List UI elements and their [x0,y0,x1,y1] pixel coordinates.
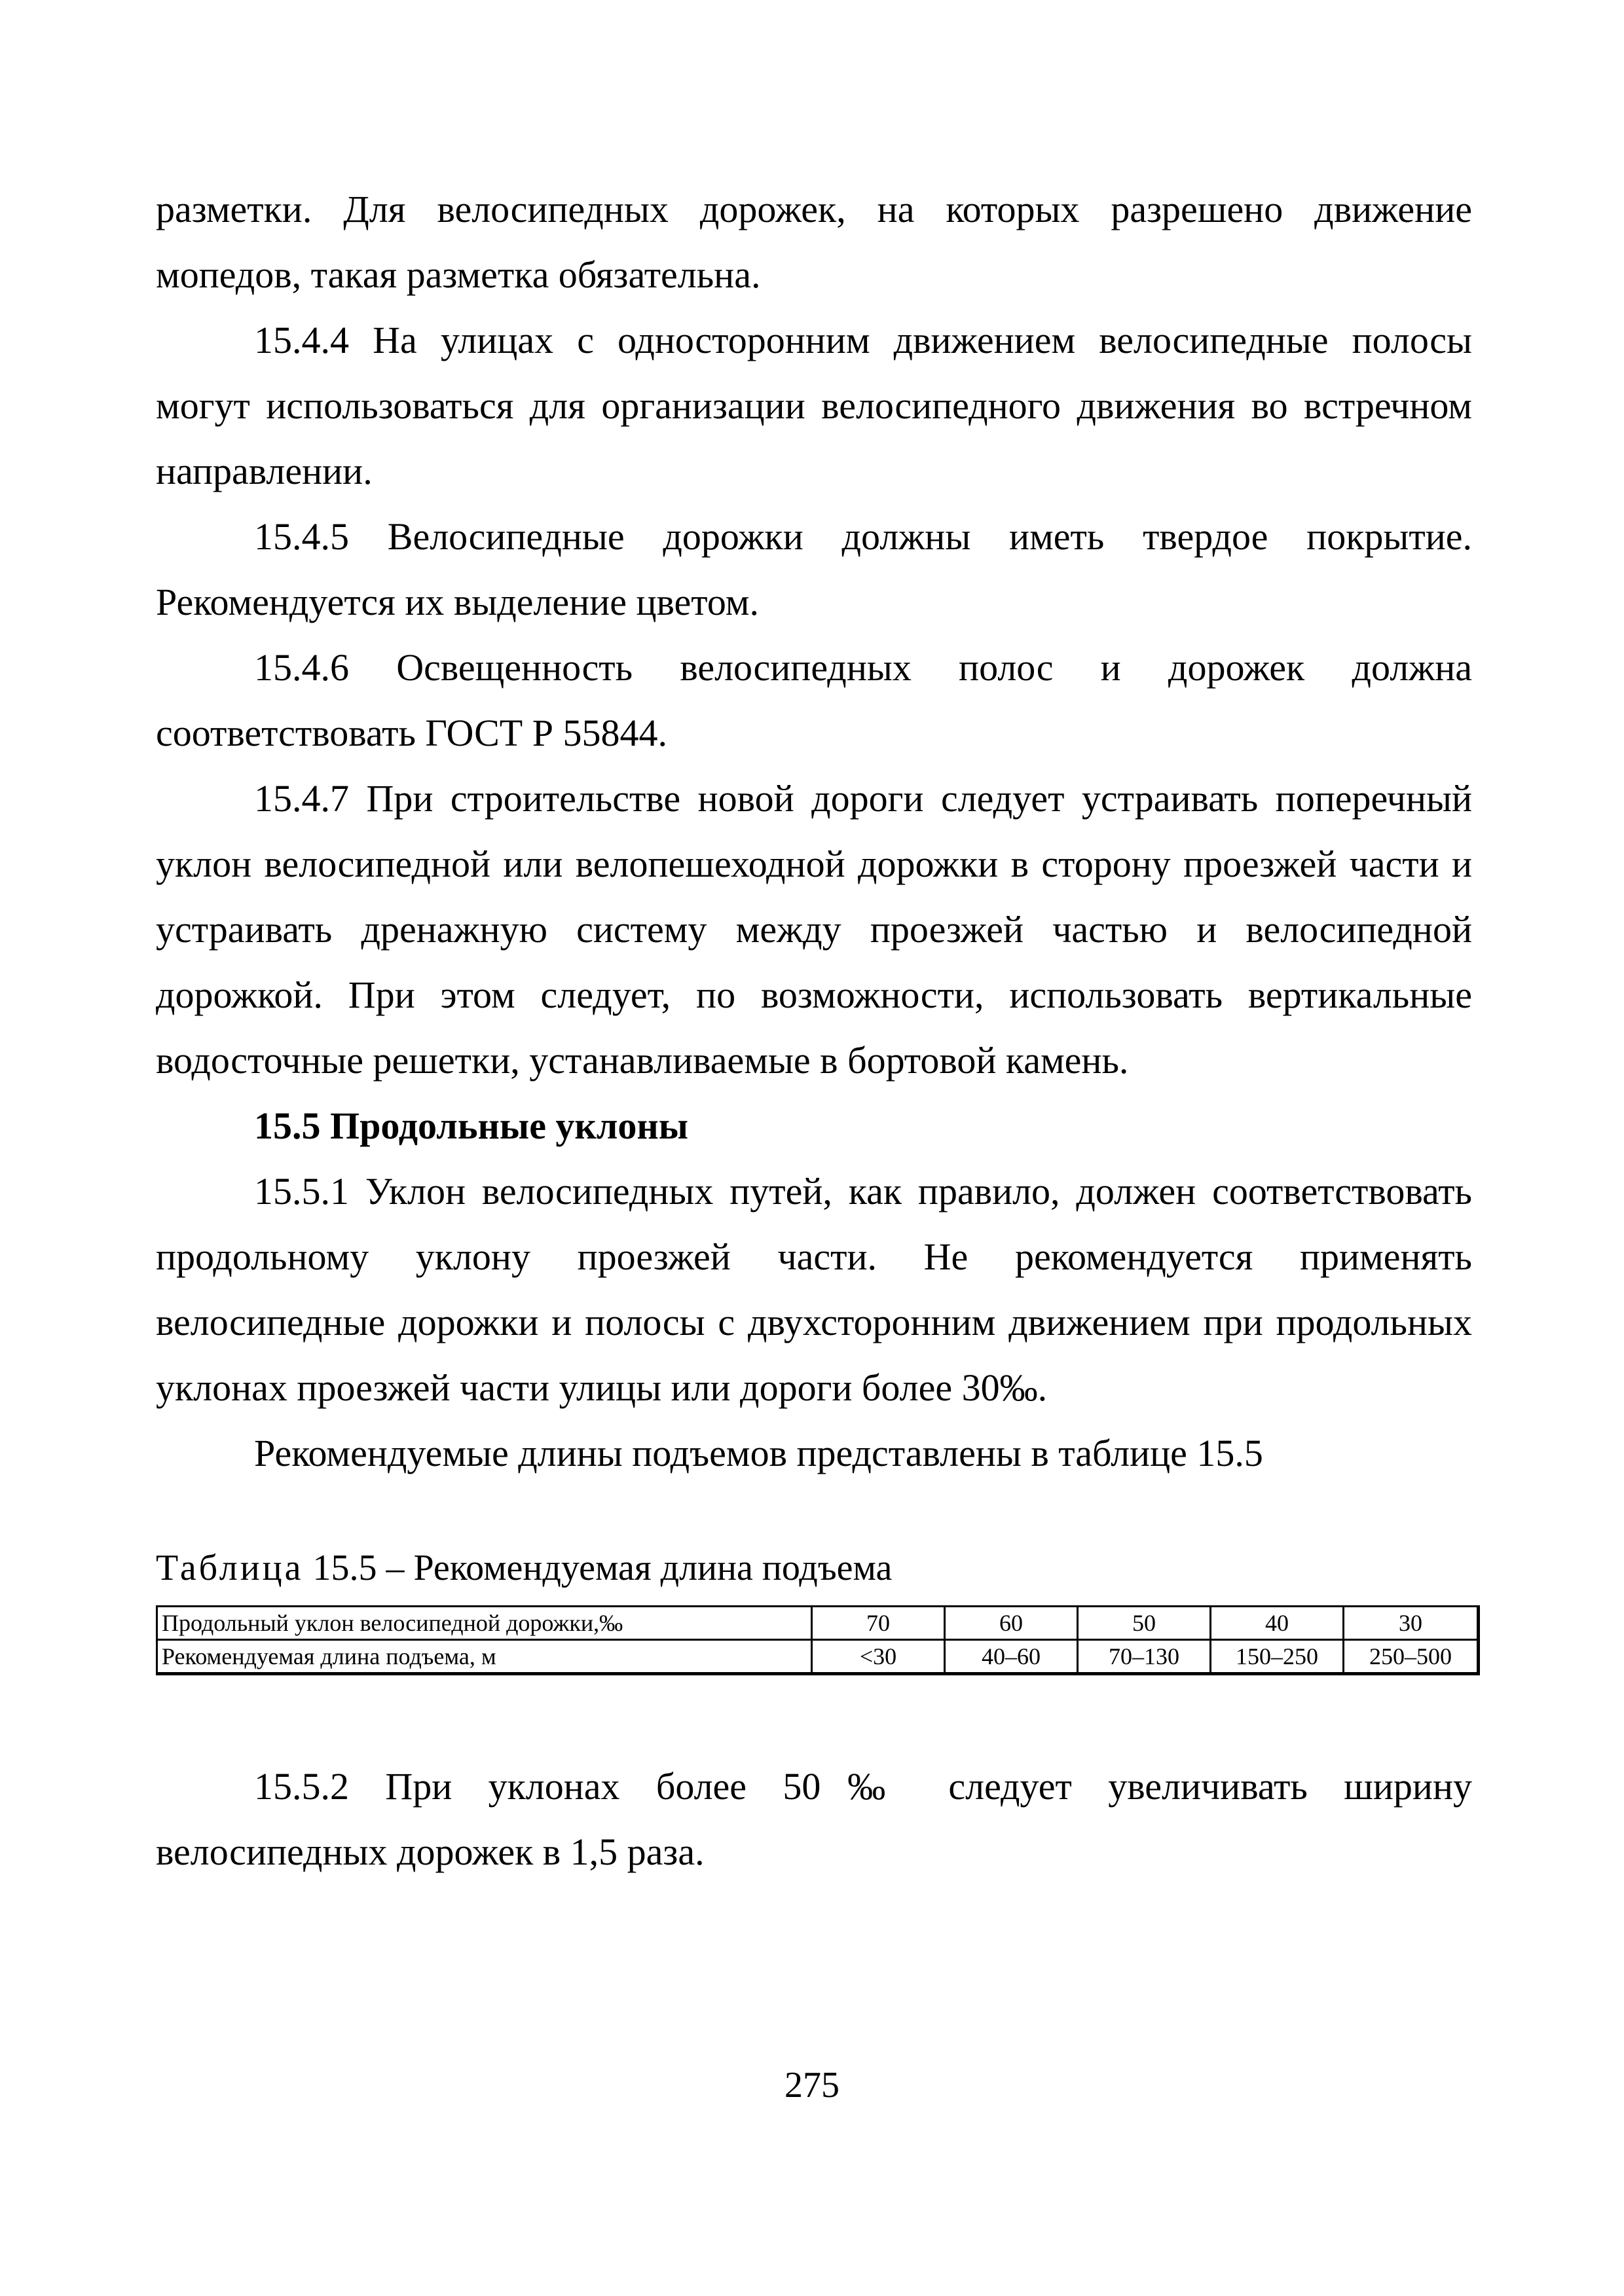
section-heading: 15.5 Продольные уклоны [254,1104,689,1147]
paragraph-15-4-6: 15.4.6 Освещенность велосипедных полос и дорожек должна соответствовать ГОСТ Р 55844. [156,646,1472,754]
row-label: Продольный уклон велосипедной дорожки,‰ [157,1607,812,1640]
table-cell: 60 [945,1607,1078,1640]
table-caption [156,1545,1472,1591]
paragraph-15-5-2: 15.5.2 При уклонах более 50‰ следует увеличивать ширину велосипедных дорожек в 1,5 раза. [156,1765,1472,1873]
row-label: Рекомендуемая длина подъема, м [157,1640,812,1674]
paragraph-15-5-1: 15.5.1 Уклон велосипедных путей, как правило, должен соответствовать продольному уклону проезжей части. Не рекомендуется применять велосипедные дорожки и полосы с двухсторонним движением при продольных уклонах проезжей части улицы или дороги более 30‰. [156,1170,1472,1409]
paragraph-table-reference: Рекомендуемые длины подъемов представлены в таблице 15.5 [254,1432,1263,1474]
table-cell: 40–60 [945,1640,1078,1674]
table-cell: 150–250 [1211,1640,1344,1674]
table-row [157,1640,1479,1674]
paragraph-15-4-4: 15.4.4 На улицах с односторонним движением велосипедные полосы могут использоваться для организации велосипедного движения во встречном направлении. [156,319,1472,492]
table-caption-text: 15.5 – Рекомендуемая длина подъема [303,1548,893,1588]
table-cell: 50 [1078,1607,1211,1640]
table-cell: 250–500 [1344,1640,1479,1674]
table-row [157,1607,1479,1640]
table-cell: <30 [812,1640,945,1674]
table-cell: 40 [1211,1607,1344,1640]
paragraph-15-4-5: 15.4.5 Велосипедные дорожки должны иметь твердое покрытие. Рекомендуется их выделение цветом. [156,515,1472,623]
paragraph-15-4-7: 15.4.7 При строительстве новой дороги следует устраивать поперечный уклон велосипедной или велопешеходной дорожки в сторону проезжей части и устраивать дренажную систему между проезжей частью и велосипедной дорожкой. При этом следует, по возможности, использовать вертикальные водосточные решетки, устанавливаемые в бортовой камень. [156,777,1472,1082]
page-number: 275 [784,2065,840,2105]
slope-length-table [156,1605,1480,1675]
table-caption-label: Таблица [156,1548,304,1588]
table-cell: 30 [1344,1607,1479,1640]
paragraph-continuation: разметки. Для велосипедных дорожек, на которых разрешено движение мопедов, такая разметка обязательна. [156,188,1472,296]
document-page [156,177,1472,1885]
table-cell: 70–130 [1078,1640,1211,1674]
table-cell: 70 [812,1607,945,1640]
